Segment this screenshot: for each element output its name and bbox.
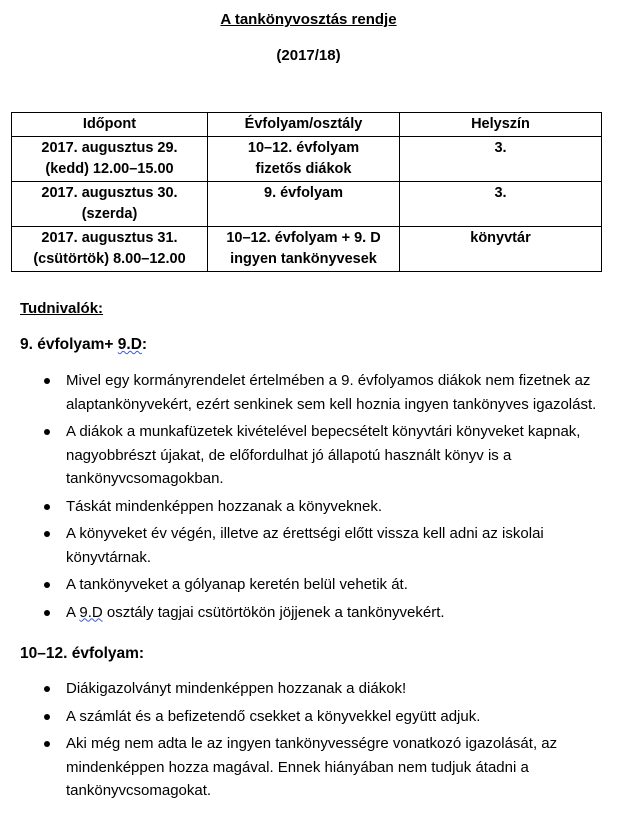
bullet-icon <box>44 531 50 537</box>
column-header-place: Helyszín <box>400 113 602 137</box>
list-item <box>0 573 617 597</box>
list-item <box>0 495 617 519</box>
bullet-icon <box>44 429 50 435</box>
cell-time <box>12 227 208 272</box>
notes-heading: Tudnivalók: <box>20 300 104 317</box>
school-year: (2017/18) <box>276 47 341 64</box>
cell-grade-line1: 9. évfolyam <box>264 185 343 201</box>
cell-time-hours: (kedd) 12.00–15.00 <box>45 161 174 177</box>
list-item <box>0 420 617 491</box>
cell-grade-line1: 10–12. évfolyam + 9. D <box>226 230 381 246</box>
list-item-text-c: osztály tagjai csütörtökön jöjjenek a tankönyvekért. <box>102 603 445 621</box>
cell-grade-line1: 10–12. évfolyam <box>247 140 360 156</box>
list-item-text: A számlát és a befizetendő csekket a könyvekkel együtt adjuk. <box>66 707 481 725</box>
list-item <box>0 522 617 569</box>
bullet-icon <box>44 504 50 510</box>
list-item-text: Diákigazolványt mindenképpen hozzanak a diákok! <box>66 680 407 697</box>
cell-place: könyvtár <box>400 227 602 272</box>
bullet-icon <box>44 378 50 384</box>
list-item-text: A könyveket év végén, illetve az érettségi előtt vissza kell adni az iskolai könyvtárnak. <box>66 525 544 566</box>
list-item-text: Táskát mindenképpen hozzanak a könyveknek. <box>66 497 383 515</box>
document-title: A tankönyvosztás rendje <box>220 11 397 28</box>
list-item-text: A tankönyveket a gólyanap keretén belül vehetik át. <box>66 576 408 593</box>
cell-grade <box>208 227 400 272</box>
bullet-icon <box>44 582 50 588</box>
cell-time <box>12 182 208 227</box>
bullet-icon <box>44 686 50 692</box>
list-item <box>0 601 617 625</box>
list-item-text: Aki még nem adta le az ingyen tankönyvességre vonatkozó igazolását, az mindenképpen hozza magával. Ennek hiányában nem tudjuk átadni a tankönyvcsomagokat. <box>66 735 558 799</box>
cell-time-hours: (csütörtök) 8.00–12.00 <box>33 251 186 267</box>
table-row <box>12 137 602 182</box>
cell-time-date: 2017. augusztus 30. <box>41 185 178 201</box>
cell-grade-line2: fizetős diákok <box>255 161 352 177</box>
list-item-text: A diákok a munkafüzetek kivételével bepecsételt könyvtári könyveket kapnak, nagyobbrészt újakat, de előfordulhat jó állapotú használt könyv is a tankönyvcsomagokban. <box>66 423 581 487</box>
cell-place: 3. <box>400 182 602 227</box>
table-row <box>12 182 602 227</box>
list-item <box>0 732 617 803</box>
section-9-heading-colon: : <box>141 336 148 353</box>
cell-place: 3. <box>400 137 602 182</box>
bullet-icon <box>44 741 50 747</box>
section-9-list <box>0 369 617 628</box>
section-9-heading-text: 9. évfolyam+ <box>20 336 118 353</box>
list-item <box>0 369 617 416</box>
cell-time-date: 2017. augusztus 29. <box>41 140 178 156</box>
table-row <box>12 227 602 272</box>
section-10-heading: 10–12. évfolyam: <box>20 645 145 662</box>
section-10-list <box>0 677 617 807</box>
table-header-row <box>12 113 602 137</box>
bullet-icon <box>44 610 50 616</box>
cell-time-hours: (szerda) <box>81 206 138 222</box>
cell-time <box>12 137 208 182</box>
column-header-time: Időpont <box>12 113 208 137</box>
bullet-icon <box>44 714 50 720</box>
cell-grade <box>208 137 400 182</box>
column-header-grade: Évfolyam/osztály <box>208 113 400 137</box>
class-name-9d: 9.D <box>117 336 142 353</box>
cell-grade <box>208 182 400 227</box>
list-item <box>0 677 617 701</box>
cell-time-date: 2017. augusztus 31. <box>41 230 178 246</box>
schedule-table <box>11 112 602 272</box>
list-item-text: Mivel egy kormányrendelet értelmében a 9. évfolyamos diákok nem fizetnek az alaptankönyvekért, ezért senkinek sem kell hoznia ingyen tankönyves igazolást. <box>66 372 597 413</box>
list-item-text-a: A <box>66 603 80 621</box>
cell-grade-line2: ingyen tankönyvesek <box>230 251 377 267</box>
section-9-heading <box>20 336 147 354</box>
class-name-9d: 9.D <box>79 603 103 621</box>
list-item <box>0 705 617 729</box>
